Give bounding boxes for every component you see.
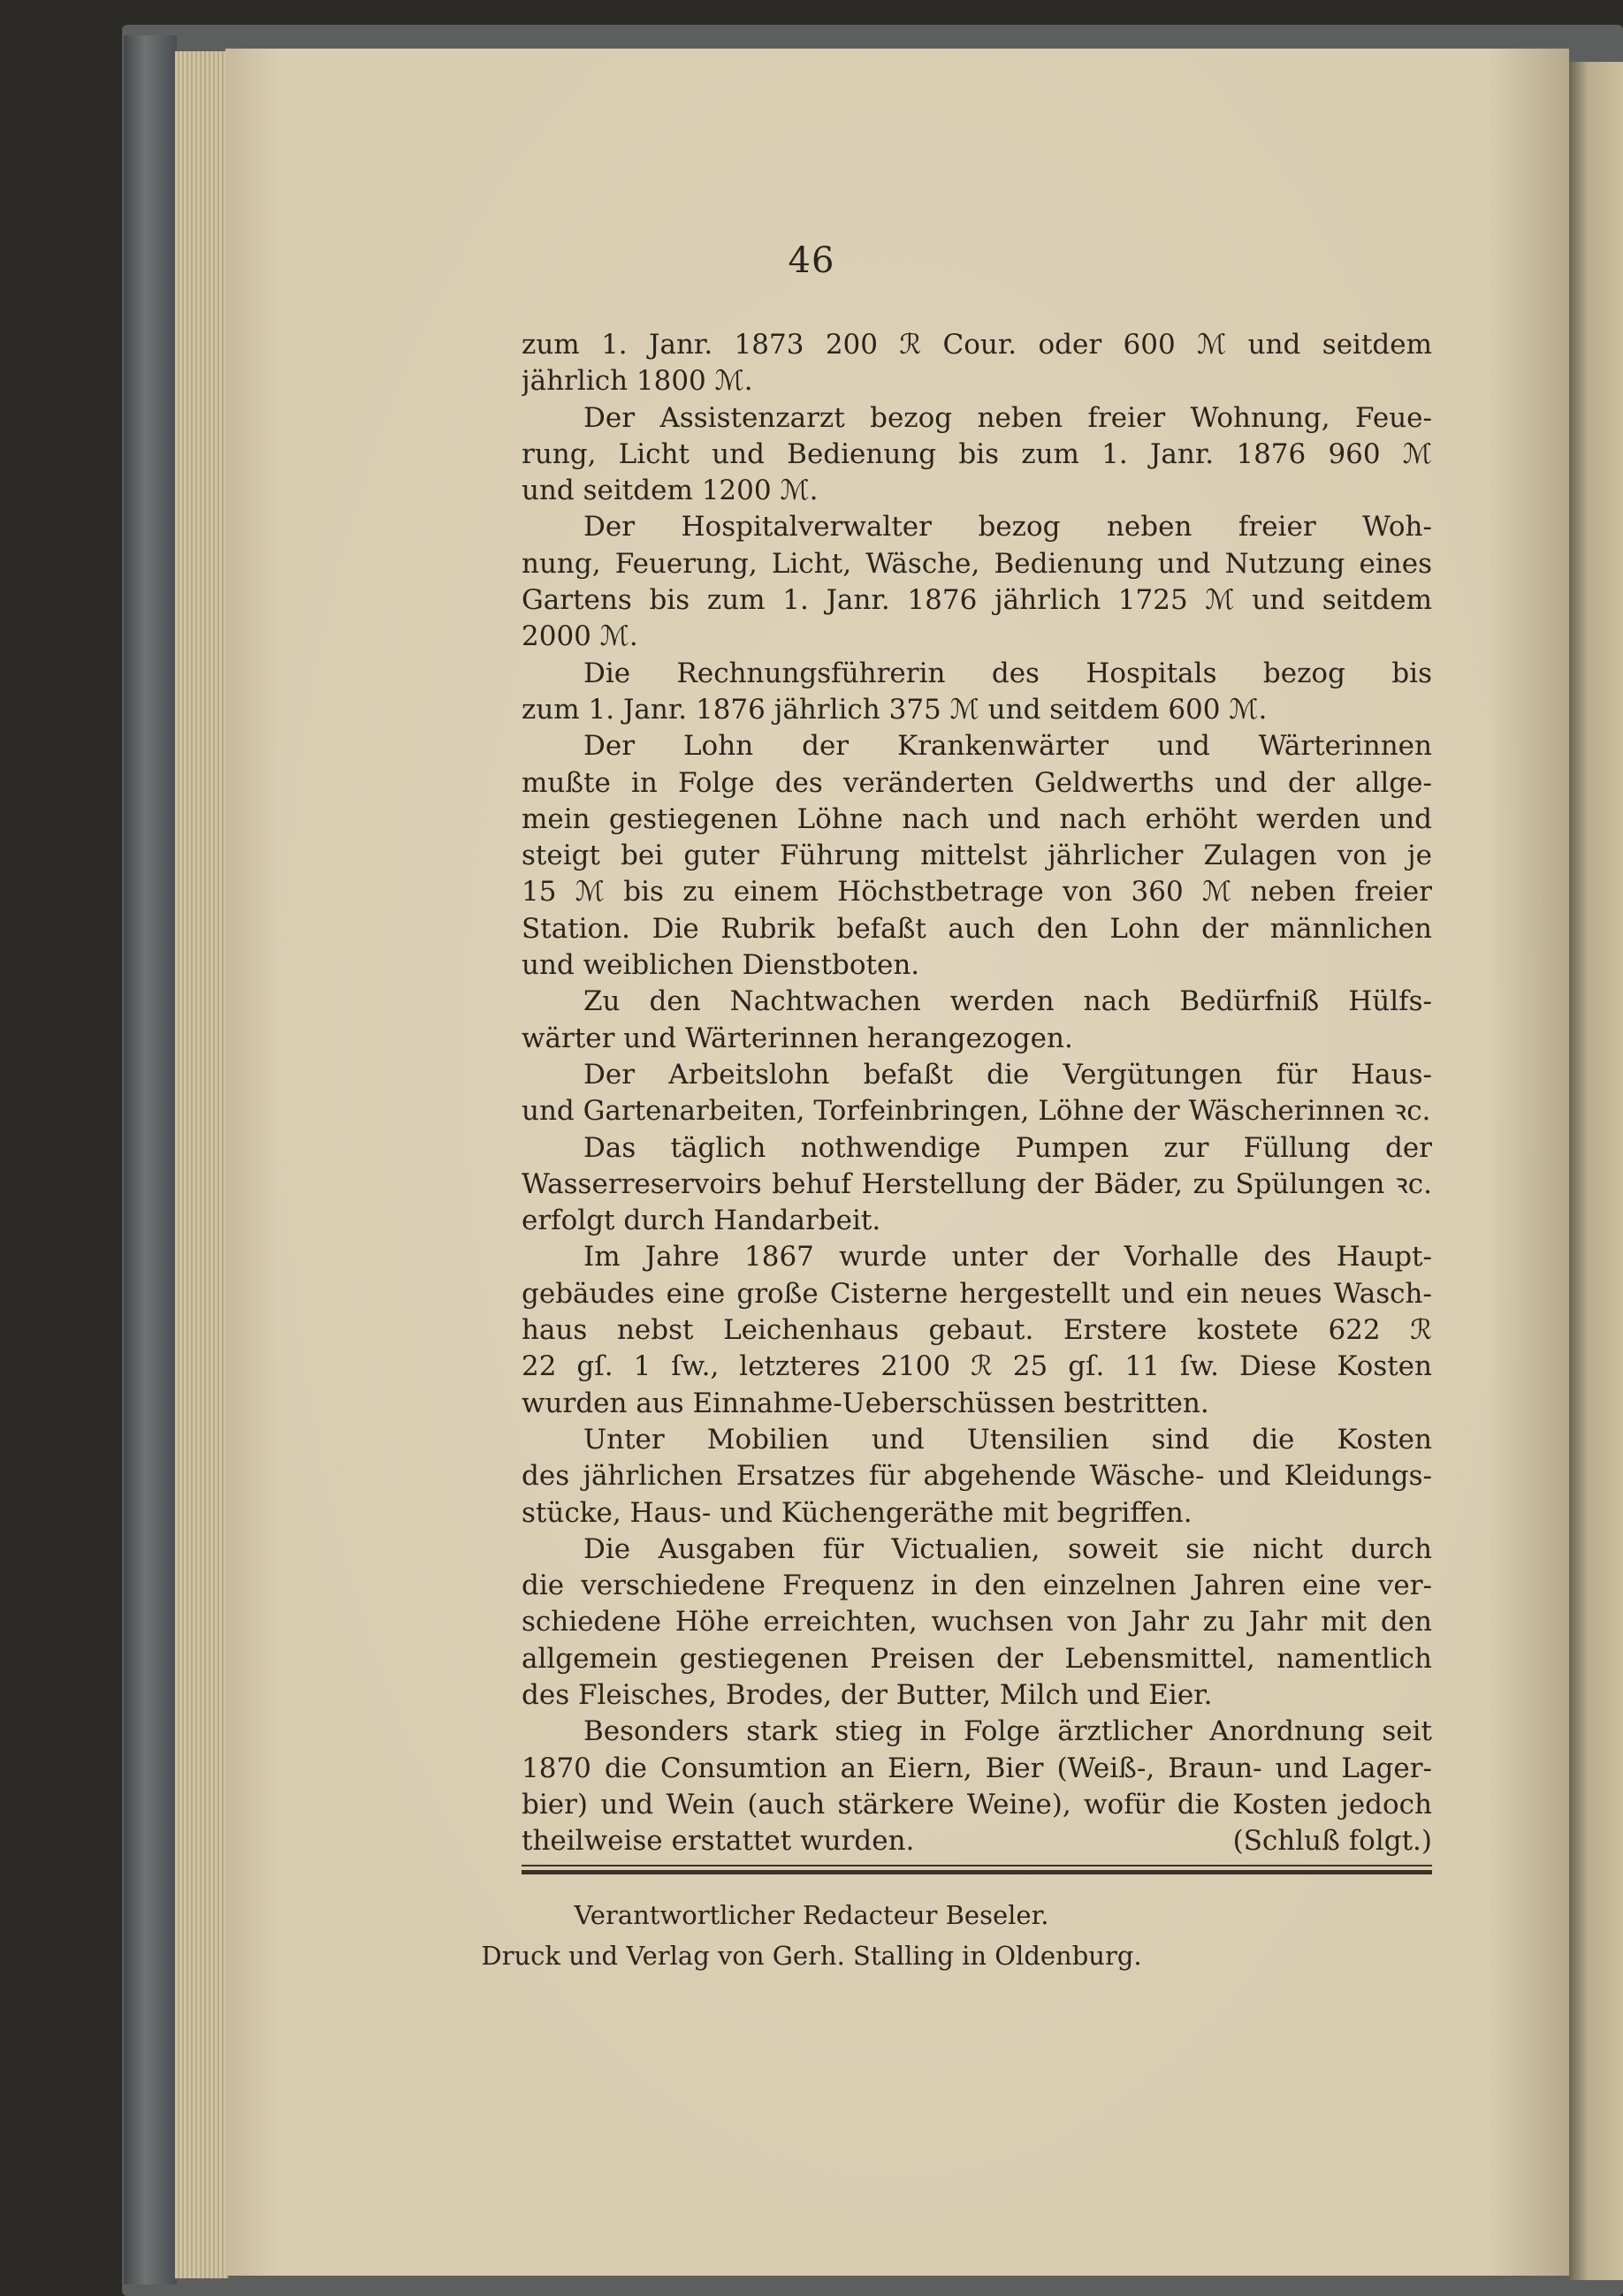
text-line: Die Ausgaben für Victualien, soweit sie nicht durch (583, 1532, 1432, 1565)
text-line: 1870 die Consumtion an Eiern, Bier (Weiß-, Braun- und Lager- (522, 1752, 1432, 1784)
text-line: und weiblichen Dienstboten. (522, 949, 920, 982)
text-line: stücke, Haus- und Küchengeräthe mit begriffen. (522, 1496, 1192, 1529)
page-number: 46 (788, 240, 835, 281)
text-line: des Fleisches, Brodes, der Butter, Milch und Eier. (522, 1678, 1213, 1711)
text-line: zum 1. Janr. 1876 jährlich 375 ℳ und seitdem 600 ℳ. (522, 693, 1268, 726)
text-line: 2000 ℳ. (522, 620, 638, 653)
text-line: gebäudes eine große Cisterne hergestellt und ein neues Wasch- (522, 1277, 1432, 1310)
imprint-editor: Verantwortlicher Redacteur Beseler. (574, 1900, 1049, 1930)
text-line: Der Arbeitslohn befaßt die Vergütungen für Haus- (583, 1058, 1432, 1091)
text-line: die verschiedene Frequenz in den einzelnen Jahren eine ver- (522, 1570, 1432, 1602)
text-line: Station. Die Rubrik befaßt auch den Lohn der männlichen (522, 912, 1432, 945)
text-line: Das täglich nothwendige Pumpen zur Füllung der (583, 1131, 1432, 1164)
text-line: Besonders stark stieg in Folge ärztlicher Anordnung seit (583, 1715, 1432, 1748)
text-line: 22 gſ. 1 ſw., letzteres 2100 ℛ 25 gſ. 11 ſw. Diese Kosten (522, 1350, 1432, 1383)
continuation-note: (Schluß folgt.) (1232, 1825, 1432, 1858)
text-line: Gartens bis zum 1. Janr. 1876 jährlich 1725 ℳ und seitdem (522, 584, 1432, 617)
text-line: bier) und Wein (auch stärkere Weine), wofür die Kosten jedoch (522, 1788, 1432, 1821)
text-line: zum 1. Janr. 1873 200 ℛ Cour. oder 600 ℳ und seitdem (522, 329, 1432, 361)
rule-thick (522, 1870, 1432, 1874)
closing-text: theilweise erstattet wurden. (522, 1825, 915, 1858)
text-line: schiedene Höhe erreichten, wuchsen von Jahr zu Jahr mit den (522, 1606, 1432, 1638)
text-line: mein gestiegenen Löhne nach und nach erhöht werden und (522, 802, 1432, 835)
text-line: und seitdem 1200 ℳ. (522, 475, 819, 507)
text-line: wurden aus Einnahme-Ueberschüssen bestritten. (522, 1387, 1209, 1419)
text-line: Der Assistenzarzt bezog neben freier Wohnung, Feue- (583, 401, 1432, 434)
text-line: nung, Feuerung, Licht, Wäsche, Bedienung und Nutzung eines (522, 547, 1432, 580)
footer-rule (522, 1865, 1432, 1874)
text-line: und Gartenarbeiten, Torfeinbringen, Löhne der Wäscherinnen ꝛc. (522, 1095, 1431, 1128)
text-line: des jährlichen Ersatzes für abgehende Wäsche- und Kleidungs- (522, 1460, 1432, 1493)
text-line: allgemein gestiegenen Preisen der Lebensmittel, namentlich (522, 1642, 1432, 1675)
body-text (522, 327, 1432, 1859)
text-line: Zu den Nachtwachen werden nach Bedürfniß Hülfs- (583, 985, 1432, 1018)
text-line: erfolgt durch Handarbeit. (522, 1205, 881, 1237)
text-line: jährlich 1800 ℳ. (522, 365, 753, 398)
text-line: steigt bei guter Führung mittelst jährlicher Zulagen von je (522, 840, 1432, 872)
text-line: wärter und Wärterinnen herangezogen. (522, 1022, 1073, 1054)
text-line: Die Rechnungsführerin des Hospitals bezog bis (583, 657, 1432, 689)
text-line: rung, Licht und Bedienung bis zum 1. Janr. 1876 960 ℳ (522, 437, 1432, 470)
text-line: mußte in Folge des veränderten Geldwerths und der allge- (522, 766, 1432, 799)
text-line: Unter Mobilien und Utensilien sind die Kosten (583, 1423, 1432, 1456)
text-line: haus nebst Leichenhaus gebaut. Erstere kostete 622 ℛ (522, 1314, 1432, 1347)
text-line: Wasserreservoirs behuf Herstellung der Bäder, zu Spülungen ꝛc. (522, 1167, 1432, 1200)
rule-thin (522, 1865, 1432, 1866)
text-line: Im Jahre 1867 wurde unter der Vorhalle des Haupt- (583, 1241, 1432, 1273)
text-line: Der Lohn der Krankenwärter und Wärterinnen (583, 730, 1432, 763)
closing-line (522, 1823, 1432, 1859)
text-line: 15 ℳ bis zu einem Höchstbetrage von 360 ℳ neben freier (522, 876, 1432, 909)
imprint-publisher: Druck und Verlag von Gerh. Stalling in Oldenburg. (481, 1941, 1142, 1971)
text-line: Der Hospitalverwalter bezog neben freier Woh- (583, 511, 1432, 544)
